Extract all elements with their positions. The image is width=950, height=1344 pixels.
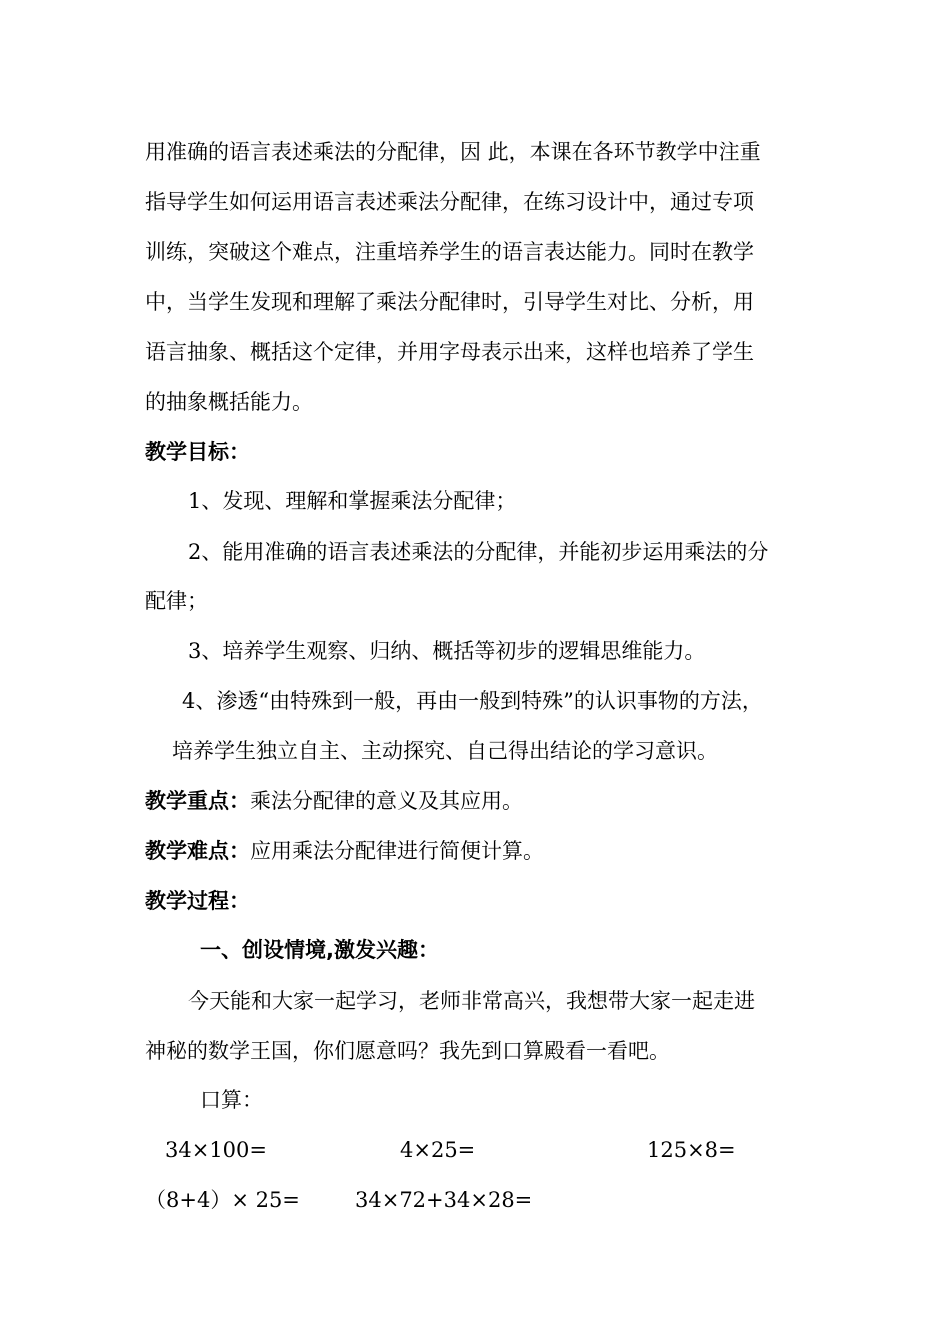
mental-math-label: 口算： (200, 1088, 263, 1112)
intro-line-3: 训练，突破这个难点，注重培养学生的语言表达能力。同时在教学 (145, 240, 754, 264)
process-heading: 教学过程： (145, 889, 250, 913)
objective-item-3: 3、培养学生观察、归纳、概括等初步的逻辑思维能力。 (188, 639, 706, 663)
key-point-text: 乘法分配律的意义及其应用。 (250, 789, 523, 813)
objectives-heading: 教学目标： (145, 440, 250, 464)
difficulty-line (145, 836, 544, 866)
intro-line-2: 指导学生如何运用语言表述乘法分配律，在练习设计中，通过专项 (145, 190, 754, 214)
objective-item-4-cont: 培养学生独立自主、主动探究、自己得出结论的学习意识。 (172, 739, 718, 763)
key-point-label: 教学重点： (145, 789, 250, 813)
intro-line-5: 语言抽象、概括这个定律，并用字母表示出来，这样也培养了学生 (145, 340, 754, 364)
difficulty-text: 应用乘法分配律进行简便计算。 (250, 839, 544, 863)
section1-text-1: 今天能和大家一起学习，老师非常高兴，我想带大家一起走进 (188, 989, 755, 1013)
intro-line-1: 用准确的语言表述乘法的分配律，因 此，本课在各环节教学中注重 (145, 140, 761, 164)
objective-item-2: 2、能用准确的语言表述乘法的分配律，并能初步运用乘法的分 (188, 540, 769, 564)
problem-3: 125×8= (647, 1138, 736, 1162)
problem-2: 4×25= (400, 1138, 476, 1162)
objective-item-1: 1、发现、理解和掌握乘法分配律； (188, 489, 517, 513)
key-point-line (145, 786, 523, 816)
problem-5: 34×72+34×28= (355, 1188, 533, 1212)
problem-1: 34×100= (165, 1138, 267, 1162)
intro-line-4: 中，当学生发现和理解了乘法分配律时，引导学生对比、分析，用 (145, 290, 754, 314)
difficulty-label: 教学难点： (145, 839, 250, 863)
objective-item-4: 4、渗透“由特殊到一般，再由一般到特殊”的认识事物的方法， (182, 689, 763, 713)
intro-line-6: 的抽象概括能力。 (145, 390, 313, 414)
objective-item-2-cont: 配律； (145, 589, 208, 613)
section1-text-2: 神秘的数学王国，你们愿意吗？我先到口算殿看一看吧。 (145, 1039, 670, 1063)
section1-title: 一、创设情境,激发兴趣： (200, 938, 439, 962)
problem-4: （8+4）× 25= (145, 1188, 300, 1212)
